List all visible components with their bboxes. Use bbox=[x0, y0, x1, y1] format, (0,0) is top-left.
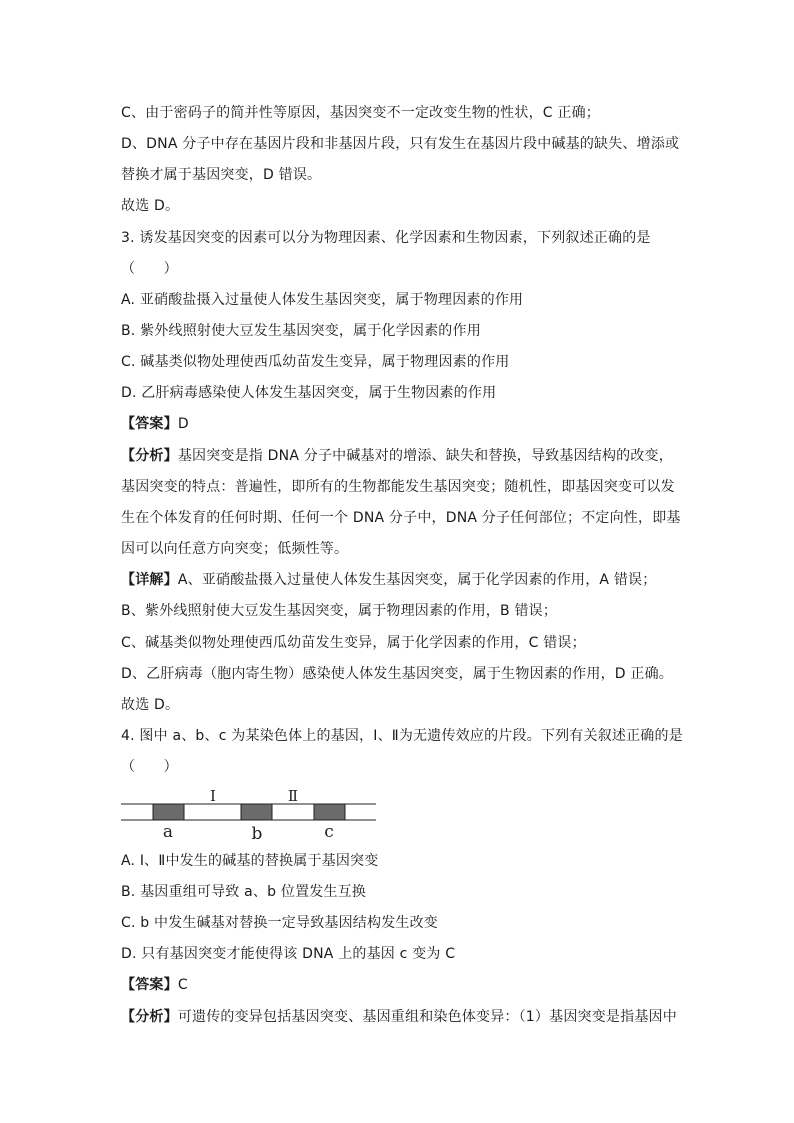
gene-label-c: c bbox=[324, 822, 334, 842]
option-a: A. 亚硝酸盐摄入过量使人体发生基因突变，属于物理因素的作用 bbox=[121, 292, 524, 308]
chromosome-svg bbox=[121, 786, 381, 846]
analysis-text: 基因突变是指 DNA 分子中碱基对的增添、缺失和替换，导致基因结构的改变， bbox=[177, 448, 673, 464]
answer-value: C bbox=[177, 977, 188, 993]
text-line: 因可以向任意方向突变；低频性等。 bbox=[121, 541, 349, 557]
detail-3 bbox=[121, 570, 656, 590]
text-line: D、乙肝病毒（胞内寄生物）感染使人体发生基因突变，属于生物因素的作用，D 正确。 bbox=[121, 666, 674, 682]
option-c: C. 碱基类似物处理使西瓜幼苗发生变异，属于物理因素的作用 bbox=[121, 354, 510, 370]
detail-text: A、亚硝酸盐摄入过量使人体发生基因突变，属于化学因素的作用，A 错误； bbox=[177, 572, 657, 588]
analysis-3 bbox=[121, 446, 673, 466]
analysis-tag: 【分析】 bbox=[121, 1009, 178, 1025]
text-line: B、紫外线照射使大豆发生基因突变，属于物理因素的作用，B 错误； bbox=[121, 603, 558, 619]
option-d: D. 乙肝病毒感染使人体发生基因突变，属于生物因素的作用 bbox=[121, 385, 497, 401]
q4-option-b: B. 基因重组可导致 a、b 位置发生互换 bbox=[121, 884, 367, 900]
question-3-stem: 3. 诱发基因突变的因素可以分为物理因素、化学因素和生物因素，下列叙述正确的是 bbox=[121, 230, 651, 246]
gene-c-block bbox=[314, 804, 345, 820]
gene-a-block bbox=[153, 804, 184, 820]
segment-label-I: I bbox=[210, 787, 216, 805]
text-line: D、DNA 分子中存在基因片段和非基因片段，只有发生在基因片段中碱基的缺失、增添或 bbox=[121, 136, 680, 152]
analysis-4 bbox=[121, 1007, 677, 1027]
answer-4 bbox=[121, 975, 188, 995]
segment-label-II: Ⅱ bbox=[287, 787, 299, 805]
answer-tag: 【答案】 bbox=[121, 977, 178, 993]
q4-option-a: A. I、Ⅱ中发生的碱基的替换属于基因突变 bbox=[121, 853, 379, 869]
q4-option-d: D. 只有基因突变才能使得该 DNA 上的基因 c 变为 C bbox=[121, 946, 456, 962]
question-4-stem: 4. 图中 a、b、c 为某染色体上的基因，I、Ⅱ为无遗传效应的片段。下列有关叙述正确的是 bbox=[121, 728, 683, 744]
answer-3 bbox=[121, 414, 189, 434]
text-line: C、由于密码子的简并性等原因，基因突变不一定改变生物的性状，C 正确； bbox=[121, 105, 600, 121]
text-line: 故选 D。 bbox=[121, 198, 180, 214]
question-3-blank: （ ） bbox=[121, 261, 178, 277]
option-b: B. 紫外线照射使大豆发生基因突变，属于化学因素的作用 bbox=[121, 323, 481, 339]
text-line: 基因突变的特点：普遍性，即所有的生物都能发生基因突变；随机性，即基因突变可以发 bbox=[121, 479, 675, 495]
analysis-text: 可遗传的变异包括基因突变、基因重组和染色体变异：（1）基因突变是指基因中 bbox=[177, 1009, 677, 1025]
text-line: 故选 D。 bbox=[121, 697, 180, 713]
chromosome-diagram bbox=[121, 786, 381, 846]
gene-b-block bbox=[241, 804, 272, 820]
q4-option-c: C. b 中发生碱基对替换一定导致基因结构发生改变 bbox=[121, 915, 439, 931]
detail-tag: 【详解】 bbox=[121, 572, 178, 588]
text-line: C、碱基类似物处理使西瓜幼苗发生变异，属于化学因素的作用，C 错误； bbox=[121, 635, 586, 651]
text-line: 替换才属于基因突变，D 错误。 bbox=[121, 167, 322, 183]
analysis-tag: 【分析】 bbox=[121, 448, 178, 464]
gene-label-b: b bbox=[251, 824, 263, 844]
answer-value: D bbox=[177, 416, 189, 432]
question-4-blank: （ ） bbox=[121, 759, 178, 775]
gene-label-a: a bbox=[162, 822, 174, 842]
text-line: 生在个体发育的任何时期、任何一个 DNA 分子中，DNA 分子任何部位；不定向性，即基 bbox=[121, 510, 681, 526]
answer-tag: 【答案】 bbox=[121, 416, 178, 432]
